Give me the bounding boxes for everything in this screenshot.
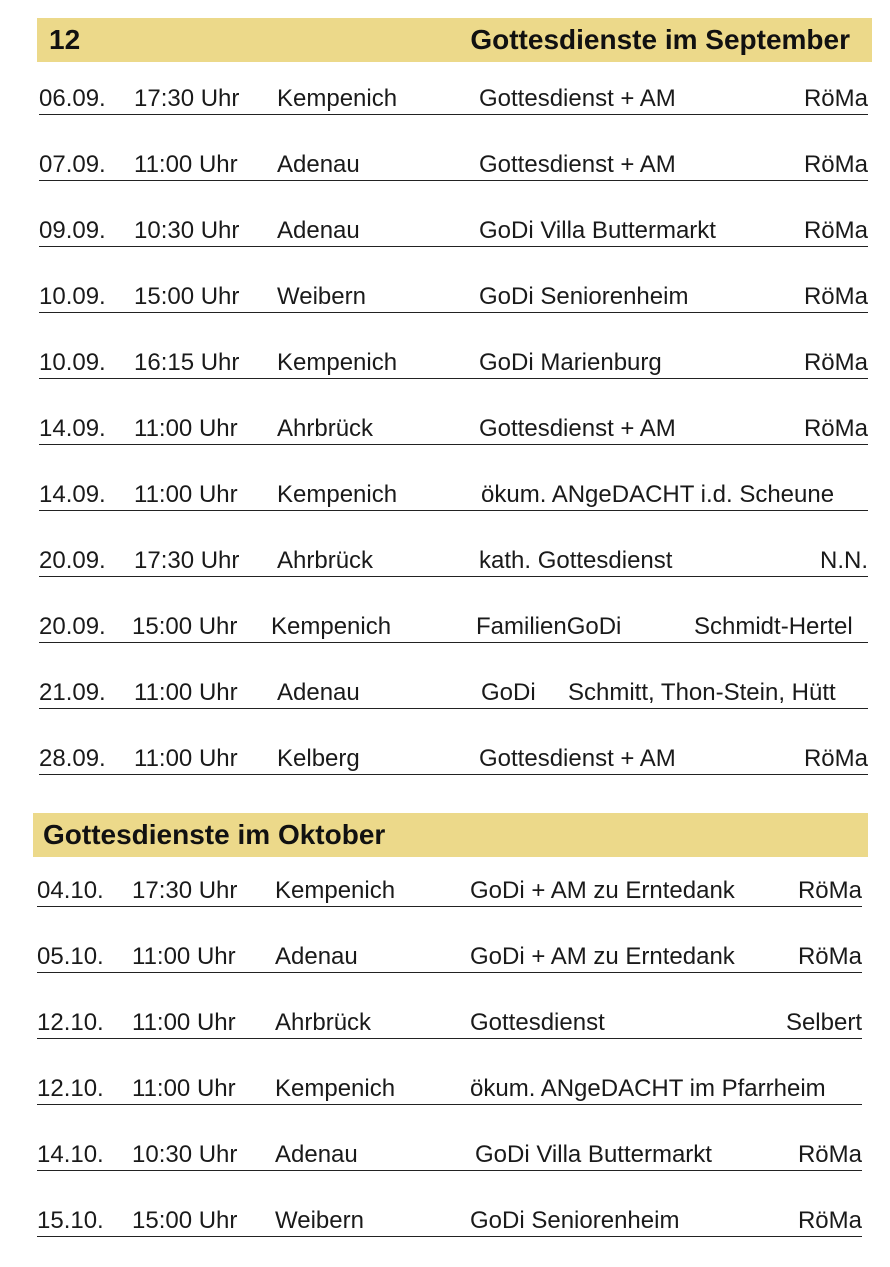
row-place: Weibern [277, 283, 366, 310]
row-place: Adenau [275, 943, 358, 970]
row-leader: N.N. [820, 547, 868, 574]
row-date: 07.09. [39, 151, 106, 178]
september-header [37, 18, 872, 62]
row-service: ökum. ANgeDACHT im Pfarrheim [470, 1075, 826, 1102]
row-date: 12.10. [37, 1075, 104, 1102]
row-date: 06.09. [39, 85, 106, 112]
row-place: Kempenich [275, 1075, 396, 1102]
row-date: 28.09. [39, 745, 106, 772]
row-service: Gottesdienst + AM [479, 151, 676, 178]
row-service: Gottesdienst + AM [479, 415, 676, 442]
row-place: Weibern [275, 1207, 364, 1234]
schedule-row [39, 84, 868, 115]
row-date: 10.09. [39, 283, 106, 310]
row-leader: Schmitt, Thon-Stein, Hütt [568, 679, 836, 706]
row-leader: RöMa [803, 283, 868, 310]
row-date: 14.09. [39, 481, 106, 508]
row-place: Kempenich [277, 481, 398, 508]
row-time: 16:15 Uhr [134, 349, 240, 376]
row-date: 20.09. [39, 547, 106, 574]
row-time: 17:30 Uhr [132, 877, 238, 904]
row-service: ökum. ANgeDACHT i.d. Scheune [481, 481, 835, 508]
row-service: FamilienGoDi [476, 613, 622, 640]
row-leader: RöMa [797, 1141, 862, 1168]
row-leader: RöMa [803, 85, 868, 112]
row-time: 11:00 Uhr [134, 679, 238, 706]
row-date: 12.10. [37, 1009, 104, 1036]
row-leader: RöMa [797, 943, 862, 970]
row-date: 20.09. [39, 613, 106, 640]
row-date: 04.10. [37, 877, 104, 904]
row-time: 11:00 Uhr [132, 943, 236, 970]
row-date: 14.09. [39, 415, 106, 442]
row-place: Adenau [277, 679, 360, 706]
schedule-row [39, 150, 868, 181]
row-leader: RöMa [803, 217, 868, 244]
row-place: Adenau [275, 1141, 358, 1168]
row-leader: RöMa [803, 349, 868, 376]
row-leader: RöMa [797, 877, 862, 904]
oktober-header [33, 813, 868, 857]
row-leader: RöMa [803, 415, 868, 442]
schedule-row [39, 480, 868, 511]
row-service: GoDi Seniorenheim [470, 1207, 680, 1234]
schedule-row [37, 1140, 862, 1171]
row-service: GoDi + AM zu Erntedank [470, 877, 735, 904]
schedule-row [39, 414, 868, 445]
schedule-row [39, 744, 868, 775]
row-service: GoDi Seniorenheim [479, 283, 689, 310]
schedule-row [39, 678, 868, 709]
row-place: Ahrbrück [275, 1009, 372, 1036]
row-leader: Schmidt-Hertel [694, 613, 853, 640]
schedule-row [37, 1074, 862, 1105]
schedule-row [37, 1008, 862, 1039]
row-place: Kempenich [277, 85, 398, 112]
row-place: Adenau [277, 217, 360, 244]
schedule-row [39, 216, 868, 247]
schedule-row [39, 348, 868, 379]
page-number: 12 [49, 24, 81, 55]
row-leader: Selbert [785, 1009, 862, 1036]
row-time: 11:00 Uhr [134, 415, 238, 442]
row-service: GoDi Marienburg [479, 349, 662, 376]
row-service: kath. Gottesdienst [479, 547, 673, 574]
row-date: 14.10. [37, 1141, 104, 1168]
row-service: Gottesdienst + AM [479, 85, 676, 112]
row-date: 10.09. [39, 349, 106, 376]
row-service: Gottesdienst [470, 1009, 605, 1036]
row-time: 10:30 Uhr [132, 1141, 238, 1168]
row-place: Ahrbrück [277, 547, 374, 574]
schedule-row [37, 876, 862, 907]
row-time: 15:00 Uhr [132, 613, 238, 640]
row-time: 11:00 Uhr [134, 151, 238, 178]
row-place: Kempenich [271, 613, 392, 640]
row-date: 21.09. [39, 679, 106, 706]
oktober-title: Gottesdienste im Oktober [43, 819, 386, 850]
row-time: 15:00 Uhr [132, 1207, 238, 1234]
row-place: Ahrbrück [277, 415, 374, 442]
row-place: Kempenich [277, 349, 398, 376]
row-place: Kempenich [275, 877, 396, 904]
row-time: 11:00 Uhr [134, 745, 238, 772]
row-time: 11:00 Uhr [132, 1075, 236, 1102]
row-date: 09.09. [39, 217, 106, 244]
row-time: 17:30 Uhr [134, 547, 240, 574]
row-date: 15.10. [37, 1207, 104, 1234]
schedule-row [39, 612, 868, 643]
september-title: Gottesdienste im September [470, 24, 850, 55]
row-service: Gottesdienst + AM [479, 745, 676, 772]
row-time: 11:00 Uhr [132, 1009, 236, 1036]
row-place: Adenau [277, 151, 360, 178]
row-leader: RöMa [797, 1207, 862, 1234]
row-service: GoDi Villa Buttermarkt [475, 1141, 712, 1168]
schedule-row [37, 1206, 862, 1237]
row-time: 10:30 Uhr [134, 217, 240, 244]
row-service: GoDi + AM zu Erntedank [470, 943, 735, 970]
row-place: Kelberg [277, 745, 360, 772]
schedule-row [39, 282, 868, 313]
row-leader: RöMa [803, 745, 868, 772]
row-time: 15:00 Uhr [134, 283, 240, 310]
schedule-row [39, 546, 868, 577]
row-time: 17:30 Uhr [134, 85, 240, 112]
row-leader: RöMa [803, 151, 868, 178]
row-date: 05.10. [37, 943, 104, 970]
row-service: GoDi [481, 679, 536, 706]
schedule-row [37, 942, 862, 973]
row-time: 11:00 Uhr [134, 481, 238, 508]
row-service: GoDi Villa Buttermarkt [479, 217, 716, 244]
